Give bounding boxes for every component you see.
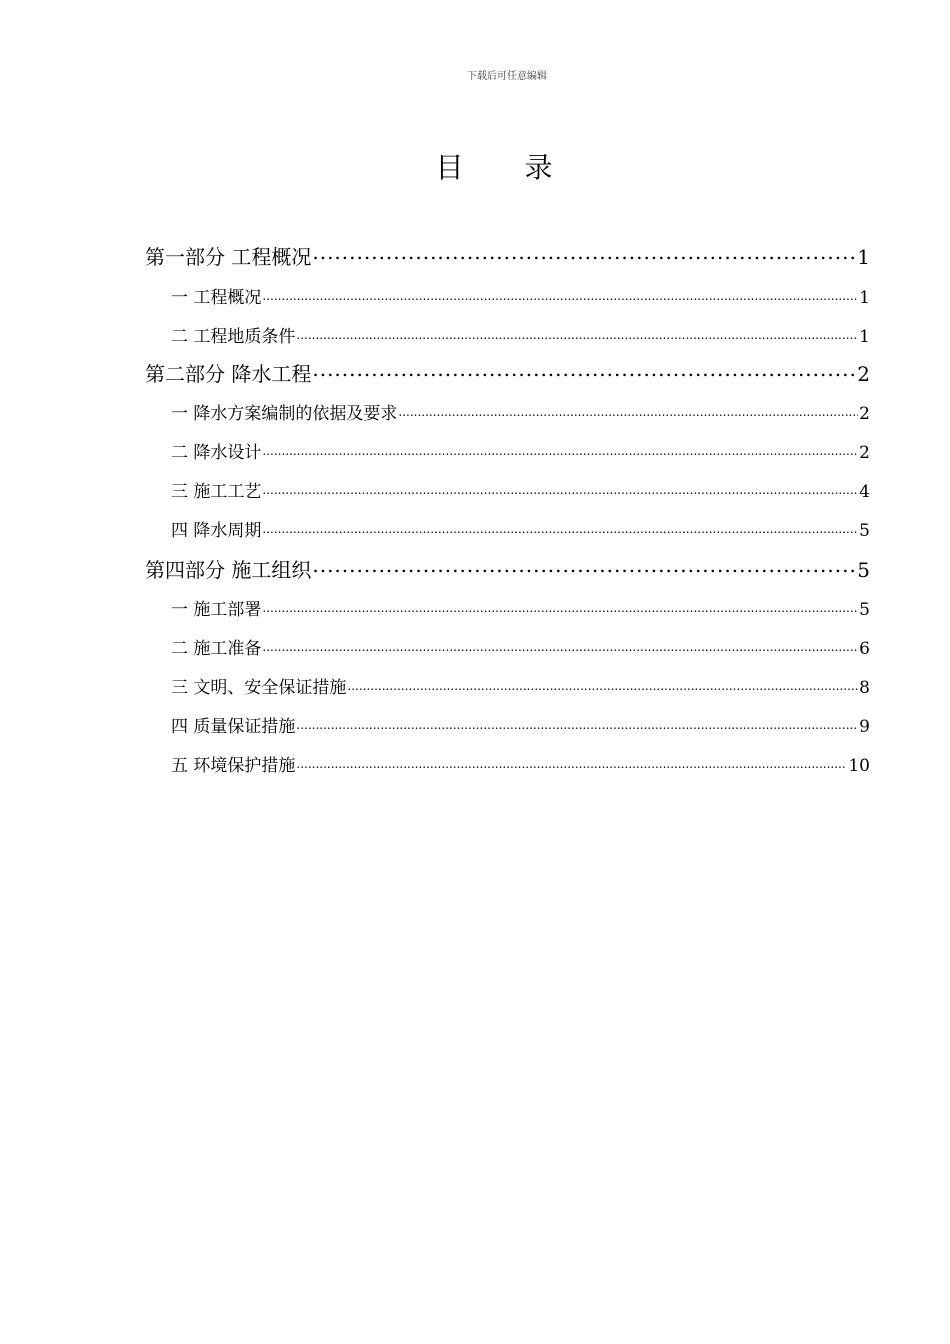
page-title: 目 录: [435, 151, 579, 184]
toc-entry-section[interactable]: [171, 322, 870, 347]
toc-entry-label: 一 施工部署: [171, 600, 262, 620]
toc-entry-section[interactable]: [171, 751, 870, 776]
toc-page-number: 2: [859, 404, 870, 424]
header-note: 下载后可任意编辑: [467, 71, 547, 82]
toc-page-number: 5: [859, 521, 870, 541]
toc-entry-part-2[interactable]: [145, 358, 870, 387]
toc-entry-section[interactable]: [171, 595, 870, 620]
toc-entry-label: 第二部分 降水工程: [145, 362, 312, 386]
toc-page-number: 9: [859, 717, 870, 737]
toc-dot-leader: [262, 441, 858, 458]
toc-page-number: 5: [859, 600, 870, 620]
toc-page-number: 6: [859, 639, 870, 659]
toc-entry-section[interactable]: [171, 673, 870, 698]
toc-entry-label: 第四部分 施工组织: [145, 558, 312, 582]
toc-dot-leader: [262, 286, 858, 303]
toc-entry-label: 二 降水设计: [171, 443, 262, 463]
toc-page-number: 1: [859, 327, 870, 347]
toc-dot-leader: [312, 361, 856, 381]
toc-page-number: 8: [859, 678, 870, 698]
toc-entry-label: 二 工程地质条件: [171, 327, 296, 347]
toc-entry-section[interactable]: [171, 477, 870, 502]
toc-entry-section[interactable]: [171, 516, 870, 541]
toc-dot-leader: [296, 754, 847, 771]
toc-dot-leader: [312, 557, 856, 577]
toc-entry-section[interactable]: [171, 712, 870, 737]
toc-entry-part-1[interactable]: [145, 241, 870, 270]
toc-page-number: 2: [859, 443, 870, 463]
toc-dot-leader: [262, 519, 858, 536]
toc-entry-section[interactable]: [171, 283, 870, 308]
toc-entry-part-4[interactable]: [145, 554, 870, 583]
toc-entry-label: 四 降水周期: [171, 521, 262, 541]
toc-entry-label: 四 质量保证措施: [171, 717, 296, 737]
toc-dot-leader: [262, 598, 858, 615]
toc-dot-leader: [398, 402, 858, 419]
toc-page-number: 5: [857, 558, 870, 582]
toc-entry-label: 三 文明、安全保证措施: [171, 678, 347, 698]
toc-entry-section[interactable]: [171, 634, 870, 659]
toc-entry-label: 五 环境保护措施: [171, 756, 296, 776]
toc-dot-leader: [312, 244, 856, 264]
toc-page-number: 1: [859, 288, 870, 308]
toc-page-number: 1: [857, 245, 870, 269]
toc-entry-label: 第一部分 工程概况: [145, 245, 312, 269]
toc-dot-leader: [262, 480, 858, 497]
toc-page-number: 2: [857, 362, 870, 386]
toc-page-number: 10: [848, 756, 870, 776]
toc-page-number: 4: [859, 482, 870, 502]
toc-dot-leader: [296, 715, 858, 732]
toc-dot-leader: [296, 325, 858, 342]
toc-entry-label: 一 降水方案编制的依据及要求: [171, 404, 398, 424]
toc-entry-section[interactable]: [171, 399, 870, 424]
toc-entry-label: 一 工程概况: [171, 288, 262, 308]
toc-entry-label: 二 施工准备: [171, 639, 262, 659]
toc-dot-leader: [262, 637, 858, 654]
toc-entry-section[interactable]: [171, 438, 870, 463]
toc-entry-label: 三 施工工艺: [171, 482, 262, 502]
toc-dot-leader: [347, 676, 858, 693]
